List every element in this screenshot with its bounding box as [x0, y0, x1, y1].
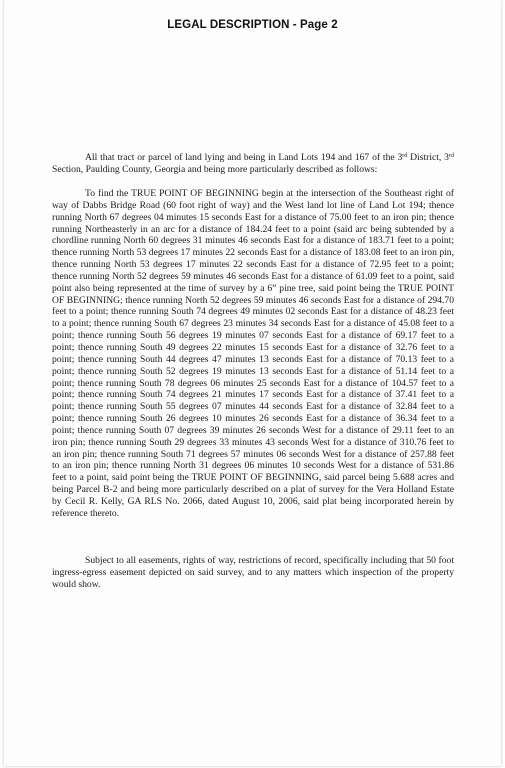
document-page [4, 0, 501, 766]
paragraph-metes-and-bounds: To find the TRUE POINT OF BEGINNING begin at the intersection of the Southeast right of way of Dabbs Bridge Road (60 foot right of way) and the West land lot line of Land Lot 194; thence running North 67 degrees 04 minutes 15 seconds East for a distance of 75.00 feet to an iron pin; thence running Northeasterly in an arc for a distance of 184.24 feet to a point (said arc being subtended by a chordline running North 60 degrees 31 minutes 46 seconds East for a distance of 183.71 feet to a point; thence running North 53 degrees 17 minutes 22 seconds East for a distance of 183.08 feet to an iron pin, thence running North 53 degrees 17 minutes 22 seconds East for a distance of 72.95 feet to a point; thence running North 52 degrees 59 minutes 46 seconds East for a distance of 61.09 feet to a point, said point also being represented at the time of survey by a 6” pine tree, said point being the TRUE POINT OF BEGINNING; thence running North 52 degrees 59 minutes 46 seconds East for a distance of 294.70 feet to a point; thence running South 74 degrees 49 minutes 02 seconds East for a distance of 48.23 feet to a point; thence running South 67 degrees 23 minutes 34 seconds East for a distance of 45.08 feet to a point; thence running South 56 degrees 19 minutes 07 seconds East for a distance of 69.17 feet to a point; thence running South 49 degrees 22 minutes 15 seconds East for a distance of 32.76 feet to a point; thence running South 44 degrees 47 minutes 13 seconds East for a distance of 70.13 feet to a point; thence running South 52 degrees 19 minutes 13 seconds East for a distance of 51.14 feet to a point; thence running South 78 degrees 06 minutes 25 seconds East for a distance of 104.57 feet to a point; thence running South 74 degrees 21 minutes 17 seconds East for a distance of 37.41 feet to a point; thence running South 55 degrees 07 minutes 44 seconds East for a distance of 32.84 feet to a point; thence running South 26 degrees 10 minutes 26 seconds East for a distance of 36.34 feet to a point; thence running South 07 degrees 39 minutes 26 seconds West for a distance of 29.11 feet to an iron pin; thence running South 29 degrees 33 minutes 43 seconds West for a distance of 310.76 feet to an iron pin; thence running South 71 degrees 57 minutes 06 seconds West for a distance of 257.88 feet to an iron pin; thence running North 31 degrees 06 minutes 10 seconds West for a distance of 531.86 feet to a point, said point being the TRUE POINT OF BEGINNING, said parcel being 5.688 acres and being Parcel B-2 and being more particularly described on a plat of survey for the Vera Holland Estate by Cecil R. Kelly, GA RLS No. 2066, dated August 10, 2006, said plat being incorporated herein by reference thereto. [52, 188, 454, 519]
intro-text-part-1: All that tract or parcel of land lying and being in Land Lots 194 and 167 of the 3 [85, 152, 403, 163]
intro-text-part-2: District, 3 [407, 152, 449, 163]
page-title: LEGAL DESCRIPTION - Page 2 [167, 19, 338, 31]
superscript-rd-1: rd [402, 153, 408, 159]
paragraph-intro [52, 152, 454, 176]
superscript-rd-2: rd [448, 153, 454, 159]
paragraph-subject-to: Subject to all easements, rights of way, restrictions of record, specifically including that 50 foot ingress-egress easement depicted on said survey, and to any matters which inspection of the property would show. [52, 555, 454, 590]
intro-text-part-3: Section, Paulding County, Georgia and being more particularly described as follows: [52, 163, 378, 175]
